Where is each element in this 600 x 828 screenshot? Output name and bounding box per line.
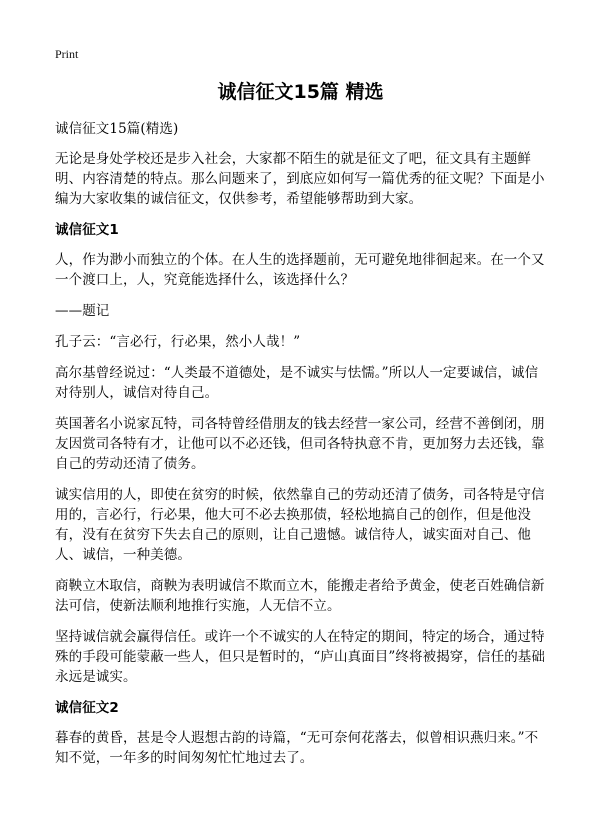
- print-link[interactable]: Print: [55, 47, 79, 61]
- document-subtitle: 诚信征文15篇(精选): [55, 121, 179, 137]
- document-body: [55, 119, 546, 779]
- section-1-paragraph: 诚实信用的人，即使在贫穷的时候，依然靠自己的劳动还清了债务，司各特是守信用的，言必行，行必果，他大可不必去换那债，轻松地搞自己的创作，但是他没有，没有在贫穷下失去自己的原则，让自己遗憾。诚信待人，诚实面对自己、他人、诚信，一种美德。: [55, 487, 545, 563]
- section-1-paragraph: 坚持诚信就会赢得信任。或许一个不诚实的人在特定的期间，特定的场合，通过特殊的手段可能蒙蔽一些人，但只是暂时的，“庐山真面目”终将被揭穿，信任的基础永远是诚实。: [55, 629, 546, 685]
- section-heading-2: 诚信征文2: [55, 700, 119, 716]
- section-1-paragraph: ——题记: [55, 303, 110, 319]
- section-heading-1: 诚信征文1: [55, 222, 119, 238]
- document-title: 诚信征文15篇 精选: [217, 81, 384, 103]
- section-1-paragraph: 英国著名小说家瓦特，司各特曾经借朋友的钱去经营一家公司，经营不善倒闭，朋友因赏司各特有才，让他可以不必还钱，但司各特执意不肯，更加努力去还钱，靠自己的劳动还清了债务。: [55, 416, 545, 472]
- intro-paragraph: 无论是身处学校还是步入社会，大家都不陌生的就是征文了吧，征文具有主题鲜明、内容清楚的特点。那么问题来了，到底应如何写一篇优秀的征文呢？下面是小编为大家收集的诚信征文，仅供参考，希望能够帮助到大家。: [55, 151, 545, 207]
- section-1-paragraph: 高尔基曾经说过：“人类最不道德处，是不诚实与怯懦。”所以人一定要诚信，诚信对待别人，诚信对待自己。: [55, 365, 539, 401]
- section-1-paragraph: 商鞅立木取信，商鞅为表明诚信不欺而立木，能搬走者给予黄金，使老百姓确信新法可信，使新法顺利地推行实施，人无信不立。: [55, 578, 545, 614]
- section-1-paragraph: 人，作为渺小而独立的个体。在人生的选择题前，无可避免地徘徊起来。在一个又一个渡口上，人，究竟能选择什么，该选择什么？: [55, 252, 545, 288]
- section-1-paragraph: 孔子云：“言必行，行必果，然小人哉！”: [55, 334, 301, 350]
- section-2-paragraph: 暮春的黄昏，甚是令人遐想古韵的诗篇，“无可奈何花落去，似曾相识燕归来。”不知不觉，一年多的时间匆匆忙忙地过去了。: [55, 730, 539, 766]
